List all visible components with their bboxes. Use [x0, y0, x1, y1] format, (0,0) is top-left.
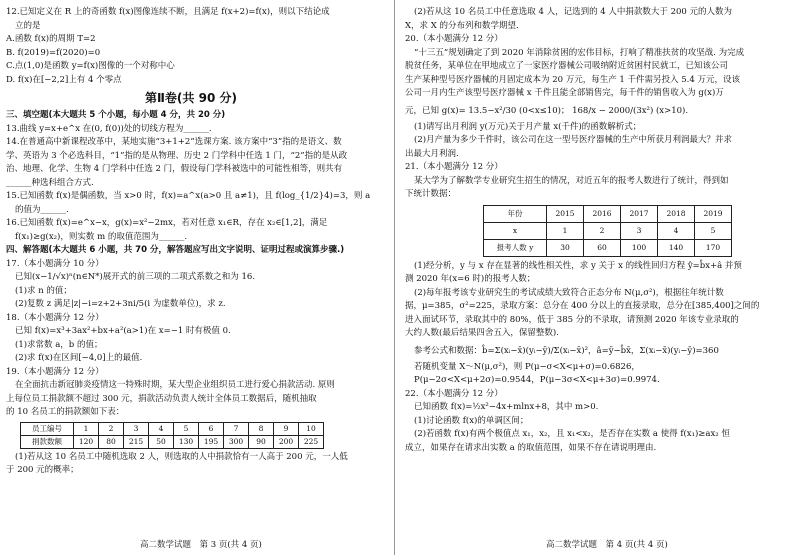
text-line: 大约人数(最后结果四舍五入，保留整数).: [405, 328, 559, 338]
row-header: 报考人数 y: [484, 239, 547, 256]
table-cell: 130: [174, 435, 199, 448]
text-line: 据，μ=385，σ²=225，录取方案：总分在 400 分以上的直接录取，总分在[385,400]之间的: [405, 301, 760, 311]
applicants-table: [483, 205, 732, 257]
question-20: [405, 33, 775, 161]
table-cell: 2019: [695, 205, 732, 222]
table-cell: 3: [621, 222, 658, 239]
row-header: 捐款数额: [21, 435, 74, 448]
reference-formula: 参考公式和数据：b̂=Σ(xᵢ−x̄)(yᵢ−ȳ)/Σ(xᵢ−x̄)²，â=ȳ−b̂x̄，Σ(xᵢ−x̄)(yᵢ−ȳ)=360: [414, 345, 719, 356]
table-cell: 4: [149, 422, 174, 435]
text-line: 出最大月利润.: [405, 148, 459, 159]
table-cell: 30: [547, 239, 584, 256]
text-line: 若随机变量 X～N(μ,σ²)，则 P(μ−σ<X<μ+σ)=0.6826，: [414, 361, 640, 372]
table-cell: 2017: [621, 205, 658, 222]
table-cell: 195: [199, 435, 224, 448]
question-header: 18.（本小题满分 12 分）: [6, 312, 104, 323]
question-header: 21.（本小题满分 12 分）: [405, 162, 503, 172]
question-13: 13.曲线 y=x+e^x 在(0, f(0))处的切线方程为______.: [6, 123, 212, 134]
text-line: X，求 X 的分布列和数学期望.: [405, 20, 519, 31]
text-line: (2)求 f(x)在区间[−4,0]上的最值.: [15, 353, 143, 363]
text-line: (1)求 n 的值；: [15, 285, 72, 296]
text-line: (1)经分析，y 与 x 存在显著的线性相关性，求 y 关于 x 的线性回归方程 ŷ=b̂x+â 并预: [414, 260, 742, 271]
question-header: 22.（本小题满分 12 分）: [405, 388, 503, 399]
table-cell: 215: [124, 435, 149, 448]
part-2-title: 第Ⅱ卷(共 90 分): [145, 91, 237, 105]
table-row: [484, 222, 732, 239]
text-line: 成立，如果存在请求出实数 a 的取值范围，如果不存在请说明理由.: [405, 442, 657, 453]
table-row: [21, 435, 324, 448]
page-4: [405, 6, 775, 534]
table-cell: 7: [224, 422, 249, 435]
table-row: [21, 422, 324, 435]
option-b: B. f(2019)=f(2020)=0: [6, 47, 101, 58]
table-cell: 140: [658, 239, 695, 256]
page-footer-right: 高二数学试题 第 4 页(共 4 页): [546, 540, 668, 550]
question-14: 14.在普通高中新课程改革中，某地实施“3+1+2”选课方案. 该方案中“3”指的是语文、数: [6, 137, 342, 147]
table-cell: 170: [695, 239, 732, 256]
text-line: 的 10 名员工的捐款额如下表：: [6, 407, 125, 417]
text-line: 于 200 元的概率；: [6, 465, 79, 475]
text-line: (2)每年报考该专业研究生的考试成绩大致符合正态分布 N(μ,σ²)，根据往年统计数: [414, 287, 724, 298]
option-d: D. f(x)在[−2,2]上有 4 个零点: [6, 74, 122, 85]
text-line: (1)请写出月利润 y(万元)关于月产量 x(千件)的函数解析式；: [414, 121, 642, 132]
text-line: 的值为______.: [15, 204, 69, 215]
text-line: 学、英语为 3 个必选科目，“1”指的是从物理、历史 2 门学科中任选 1 门，“2”指的是从政: [6, 150, 348, 161]
text-line: 脱贫任务，某单位在甲地成立了一家医疗器械公司吸纳附近贫困村民就工，已知该公司: [405, 61, 729, 71]
row-header: x: [484, 222, 547, 239]
page-3: [6, 6, 376, 534]
question-header: 19.（本小题满分 12 分）: [6, 366, 104, 377]
option-c: C.点(1,0)是函数 y=f(x)图像的一个对称中心: [6, 61, 175, 71]
table-cell: 2018: [658, 205, 695, 222]
question-12: [6, 6, 376, 87]
question-header: 17.（本小题满分 10 分）: [6, 258, 104, 269]
question-21: [405, 161, 775, 388]
text-line: 在全面抗击新冠肺炎疫情这一特殊时期，某大型企业组织员工进行爱心捐款活动. 原则: [15, 380, 335, 390]
text-line: 已知函数 f(x)=½x²−4x+mlnx+8，其中 m>0.: [414, 402, 599, 412]
table-cell: 10: [299, 422, 324, 435]
text-line: 公司一月内生产该型号医疗器械 x 千件且能全部销售完，每千件的销售收入为 g(x)万: [405, 88, 724, 98]
text-line: 已知(x−1/√x)ⁿ(n∈N*)展开式的前三项的二项式系数之和为 16.: [15, 272, 256, 282]
text-line: 生产某种型号医疗器械的月固定成本为 20 万元，每生产 1 千件需另投入 5.4 万元，设该: [405, 74, 740, 85]
row-header: 员工编号: [21, 422, 74, 435]
question-15: 15.已知函数 f(x)是偶函数，当 x>0 时，f(x)=a^x(a>0 且 a≠1)，且 f(log_{1/2}4)=3，则 a: [6, 191, 371, 201]
table-cell: 5: [695, 222, 732, 239]
text-line: 上每位员工捐款额不超过 300 元，捐款活动负责人统计全体员工数据后，随机抽取: [6, 393, 317, 404]
text-line: 治、地理、化学、生物 4 门学科中任选 2 门，假设每门学科被选中的可能性相等，则共有: [6, 164, 343, 174]
table-cell: 80: [99, 435, 124, 448]
table-cell: 100: [621, 239, 658, 256]
table-cell: 120: [74, 435, 99, 448]
table-cell: 1: [74, 422, 99, 435]
text-line: (2)若函数 f(x)有两个极值点 x₁，x₂，且 x₁<x₂，是否存在实数 a 使得 f(x₁)≥ax₂ 恒: [414, 429, 730, 439]
text-line: ______种选科组合方式.: [6, 177, 94, 188]
table-cell: 90: [249, 435, 274, 448]
text-line: 下统计数据：: [405, 189, 457, 199]
text-line: 测 2020 年(x=6 时)的报考人数；: [405, 274, 536, 284]
table-cell: 225: [299, 435, 324, 448]
question-17: [6, 258, 376, 312]
text-line: (1)讨论函数 f(x)的单调区间；: [414, 415, 529, 426]
text-line: 立的是: [15, 20, 41, 31]
question-header: 20.（本小题满分 12 分）: [405, 34, 503, 44]
fill-questions: [6, 123, 376, 245]
table-row: [484, 205, 732, 222]
text-line: “十三五”规划确定了到 2020 年消除贫困的宏伟目标，打响了精准扶贫的攻坚战. 为完成: [414, 47, 745, 58]
table-cell: 2016: [584, 205, 621, 222]
row-header: 年份: [484, 205, 547, 222]
table-cell: 2015: [547, 205, 584, 222]
piecewise-formula: 元，已知 g(x)= 13.5−x²/30 (0<x≤10)； 168/x − 2000/(3x²) (x>10).: [405, 105, 689, 116]
text-line: (1)求常数 a，b 的值；: [15, 339, 103, 350]
question-19: [6, 366, 376, 478]
table-cell: 2: [99, 422, 124, 435]
option-a: A.函数 f(x)的周期 T=2: [6, 34, 96, 44]
text-line: (2)月产量为多少千件时，该公司在这一型号医疗器械的生产中所获月利润最大？并求: [414, 135, 733, 145]
text-line: 进入面试环节，录取其中的 80%，低于 385 分的不录取，请预测 2020 年该专业录取的: [405, 314, 739, 325]
table-cell: 50: [149, 435, 174, 448]
table-cell: 300: [224, 435, 249, 448]
table-cell: 60: [584, 239, 621, 256]
section-header-solve: 四、解答题(本大题共 6 小题，共 70 分，解答题应写出文字说明、证明过程或演算步骤.): [6, 245, 345, 255]
table-cell: 9: [274, 422, 299, 435]
text-line: f(x₁)≥g(x₂)，则实数 m 的取值范围为______.: [15, 231, 188, 242]
text-line: (2)若从这 10 名员工中任意选取 4 人，记选到的 4 人中捐款数大于 200 元的人数为: [414, 7, 733, 17]
table-cell: 2: [584, 222, 621, 239]
table-cell: 4: [658, 222, 695, 239]
text-line: (1)若从这 10 名员工中随机选取 2 人，则选取的人中捐款恰有一人高于 200 元，一人低: [15, 451, 348, 462]
text-line: 某大学为了解数学专业研究生招生的情况，对近五年的报考人数进行了统计，得到如: [414, 175, 729, 186]
section-header-fill: 三、填空题(本大题共 5 个小题，每小题 4 分，共 20 分): [6, 110, 226, 120]
table-cell: 3: [124, 422, 149, 435]
text-line: P(μ−2σ<X<μ+2σ)=0.9544，P(μ−3σ<X<μ+3σ)=0.9974.: [414, 375, 660, 385]
table-cell: 5: [174, 422, 199, 435]
table-cell: 1: [547, 222, 584, 239]
text-line: 已知 f(x)=x³+3ax²+bx+a²(a>1)在 x=−1 时有极值 0.: [15, 326, 231, 336]
text-line: 12.已知定义在 R 上的奇函数 f(x)图像连续不断，且满足 f(x+2)=f(x)，则以下结论成: [6, 7, 330, 17]
table-cell: 200: [274, 435, 299, 448]
question-16: 16.已知函数 f(x)=e^x−x，g(x)=x²−2mx，若对任意 x₁∈R，存在 x₂∈[1,2]，满足: [6, 218, 328, 228]
question-22: [405, 388, 775, 456]
table-cell: 8: [249, 422, 274, 435]
donation-table: [20, 422, 324, 449]
text-line: (2)复数 z 满足|z|−i=z+2+3ni/5(i 为虚数单位)，求 z.: [15, 299, 226, 309]
page-divider: [394, 0, 395, 555]
page-footer-left: 高二数学试题 第 3 页(共 4 页): [140, 540, 262, 550]
table-row: [484, 239, 732, 256]
question-18: [6, 312, 376, 366]
table-cell: 6: [199, 422, 224, 435]
